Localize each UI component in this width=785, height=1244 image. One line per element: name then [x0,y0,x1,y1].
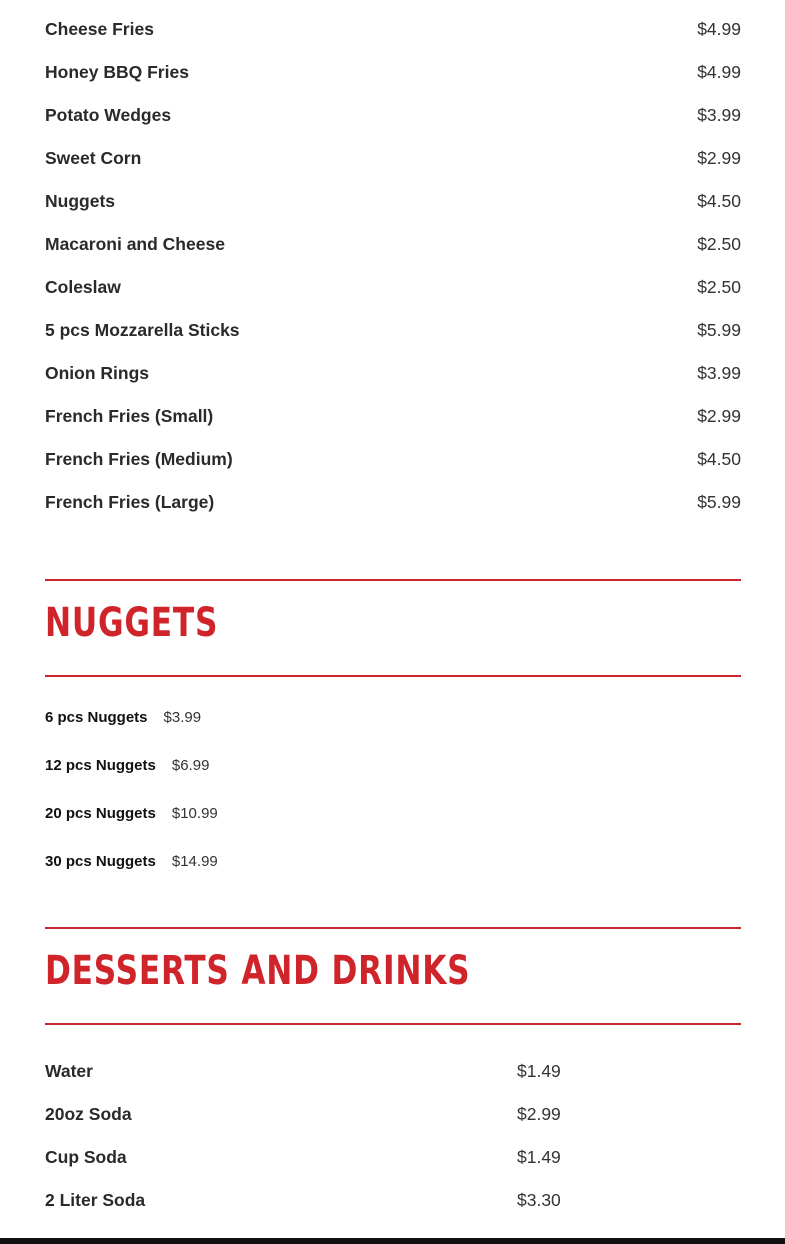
sides-list [45,8,741,524]
item-name: 30 pcs Nuggets [45,852,156,870]
item-name: 5 pcs Mozzarella Sticks [45,320,240,340]
item-price: $3.99 [697,105,741,125]
item-price: $3.30 [517,1190,561,1210]
menu-item [45,223,741,266]
section-divider [45,1023,741,1025]
item-price: $6.99 [171,756,210,774]
nuggets-section [45,579,741,870]
item-price: $3.99 [163,708,202,726]
item-name: Sweet Corn [45,148,142,168]
item-name: Honey BBQ Fries [45,62,189,82]
menu-item [45,51,741,94]
menu-item [45,266,741,309]
item-name: 2 Liter Soda [45,1190,146,1210]
section-heading: NUGGETS [45,600,219,646]
item-price: $4.99 [697,62,741,82]
item-name: Onion Rings [45,363,150,383]
menu-item [45,1093,741,1136]
menu-item [45,94,741,137]
item-name: Cup Soda [45,1147,127,1167]
section-divider [45,675,741,677]
menu-item [45,741,218,789]
menu-item [45,438,741,481]
item-price: $4.50 [697,191,741,211]
item-price: $5.99 [697,320,741,340]
menu-item [45,789,218,837]
menu-item [45,1136,741,1179]
item-price: $14.99 [171,852,218,870]
drinks-list [45,1050,741,1222]
item-price: $10.99 [171,804,218,822]
item-price: $2.99 [697,406,741,426]
item-price: $5.99 [697,492,741,512]
item-name: 6 pcs Nuggets [45,708,148,726]
item-price: $2.99 [517,1104,561,1124]
menu-item [45,481,741,524]
item-name: Coleslaw [45,277,121,297]
menu-item [45,352,741,395]
menu-item [45,137,741,180]
item-price: $2.50 [697,234,741,254]
item-name: 12 pcs Nuggets [45,756,156,774]
item-price: $2.50 [697,277,741,297]
bottom-bar [0,1238,785,1244]
desserts-drinks-section [45,927,741,1210]
item-name: Cheese Fries [45,19,154,39]
item-price: $3.99 [697,363,741,383]
item-price: $1.49 [517,1061,561,1081]
item-name: French Fries (Large) [45,492,215,512]
item-name: French Fries (Medium) [45,449,233,469]
nuggets-list [45,693,218,885]
item-name: French Fries (Small) [45,406,214,426]
item-name: 20oz Soda [45,1104,132,1124]
item-name: Potato Wedges [45,105,172,125]
menu-item [45,180,741,223]
menu-item [45,693,218,741]
menu-item [45,395,741,438]
item-price: $1.49 [517,1147,561,1167]
menu-item [45,309,741,352]
menu-item [45,837,218,885]
item-price: $4.50 [697,449,741,469]
menu-item [45,1050,741,1093]
item-name: Nuggets [45,191,115,211]
menu-item [45,8,741,51]
section-heading: DESSERTS AND DRINKS [45,948,471,994]
item-price: $4.99 [697,19,741,39]
menu-item [45,1179,741,1222]
item-name: 20 pcs Nuggets [45,804,156,822]
item-name: Macaroni and Cheese [45,234,225,254]
item-name: Water [45,1061,93,1081]
item-price: $2.99 [697,148,741,168]
